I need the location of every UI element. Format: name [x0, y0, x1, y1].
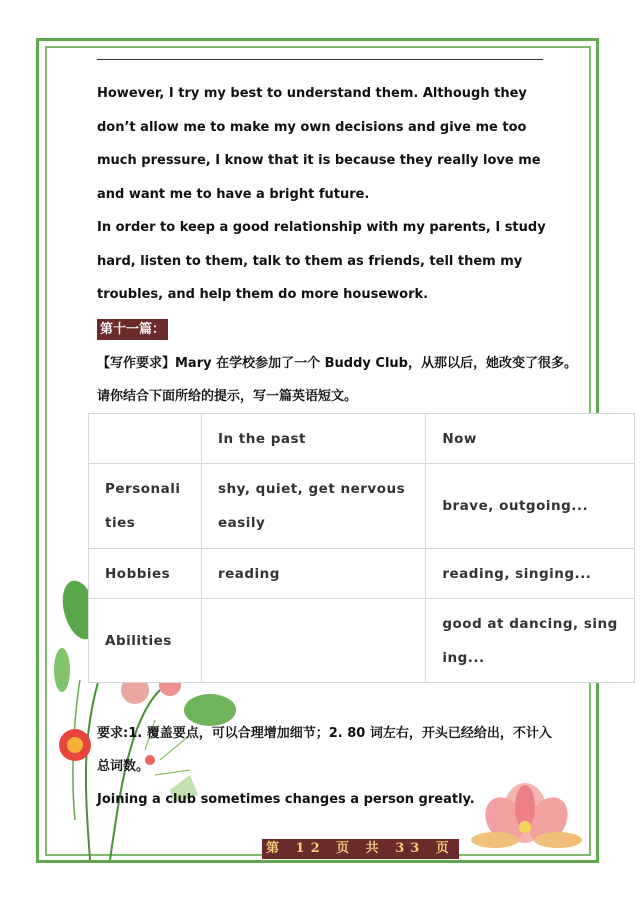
passage-paragraph-2: In order to keep a good relationship with my parents, I study hard, listen to them, talk to them as friends, tell them my troubles, and help them do more housework. — [97, 220, 546, 302]
section-title: 第十一篇： — [97, 319, 168, 340]
table-cell: shy, quiet, get nervous easily — [201, 464, 425, 549]
table-header-cell — [89, 414, 202, 464]
table-cell: good at dancing, singing... — [426, 599, 635, 683]
opening-sentence: Joining a club sometimes changes a person greatly. — [97, 792, 475, 807]
task-instruction-line-2: 请你结合下面所给的提示，写一篇英语短文。 — [97, 389, 358, 404]
lotus-illustration-right — [470, 765, 585, 860]
task-instruction-line-1: 【写作要求】Mary 在学校参加了一个 Buddy Club，从那以后，她改变了很多。 — [97, 356, 577, 371]
table-row — [89, 599, 635, 683]
table-header-cell: Now — [426, 414, 635, 464]
header-rule — [97, 59, 543, 60]
table-header-cell: In the past — [201, 414, 425, 464]
table-cell: reading — [201, 549, 425, 599]
page-number: 第 12 页 共 33 页 — [262, 839, 459, 859]
requirements-line-1: 要求:1. 覆盖要点，可以合理增加细节；2. 80 词左右，开头已经给出，不计入 — [97, 726, 552, 741]
prompt-table — [88, 413, 635, 683]
table-cell: brave, outgoing... — [426, 464, 635, 549]
row-label: Personalities — [89, 464, 202, 549]
requirements-line-2: 总词数。 — [97, 759, 150, 774]
table-header-row — [89, 414, 635, 464]
passage-paragraph-1: However, I try my best to understand them. Although they don’t allow me to make my own decisions and give me too much pressure, I know that it is because they really love me and want me to have a bright future. — [97, 86, 541, 202]
row-label: Abilities — [89, 599, 202, 683]
table-row — [89, 549, 635, 599]
table-cell — [201, 599, 425, 683]
table-row — [89, 464, 635, 549]
row-label: Hobbies — [89, 549, 202, 599]
table-cell: reading, singing... — [426, 549, 635, 599]
